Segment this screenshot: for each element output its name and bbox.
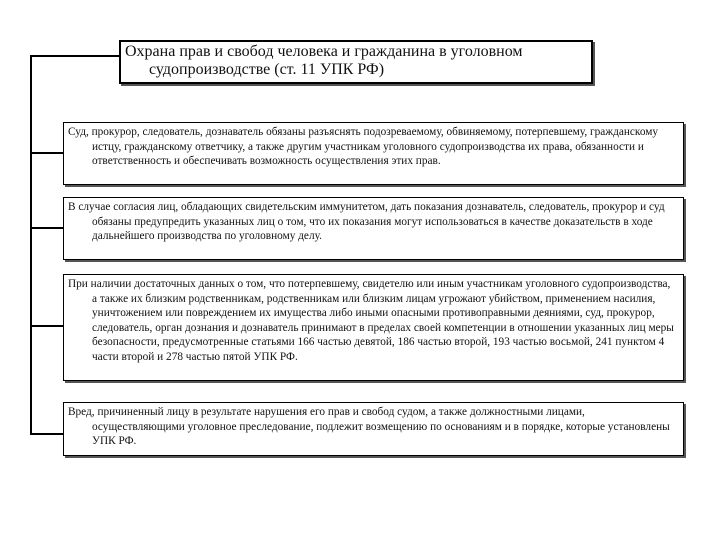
safety-measures-text: При наличии достаточных данных о том, что потерпевшему, свидетелю или иным участникам уголовного судопроизводства, а также их близким родственникам, родственникам или близким лицам угрожают убийством, применением насилия, уничтожением или повреждением их имущества либо иными опасными противоправными деяниями, суд, прокурор, следователь, орган дознания и дознаватель принимают в пределах своей компетенции в отношении указанных лиц меры безопасности, предусмотренные статьями 166 частью девятой, 186 частью второй, 193 частью восьмой, 241 пунктом 4 части второй и 278 частью пятой УПК РФ. [68, 278, 674, 363]
damage-compensation-box [63, 402, 684, 456]
witness-immunity-text: В случае согласия лиц, обладающих свидетельским иммунитетом, дать показания дознаватель, следователь, прокурор и суд обязаны предупредить указанных лиц о том, что их показания могут использоваться в качестве доказательств в ходе дальнейшего производства по уголовному делу. [68, 201, 665, 243]
connector-box-4 [30, 433, 63, 435]
witness-immunity-box [63, 197, 684, 260]
connector-box-1 [30, 152, 63, 154]
connector-box-3 [30, 325, 63, 327]
diagram-title: Охрана прав и свобод человека и гражданина в уголовном судопроизводстве (ст. 11 УПК РФ) [125, 43, 523, 78]
safety-measures-box [63, 274, 684, 381]
diagram-title-box [119, 40, 593, 84]
connector-title [30, 55, 120, 57]
damage-compensation-text: Вред, причиненный лицу в результате нарушения его прав и свобод судом, а также должностными лицами, осуществляющими уголовное преследование, подлежит возмещению по основаниям и в порядке, которые установлены УПК РФ. [68, 406, 670, 448]
rights-explanation-box [63, 122, 684, 185]
connector-trunk [30, 55, 32, 435]
connector-box-2 [30, 227, 63, 229]
rights-explanation-text: Суд, прокурор, следователь, дознаватель обязаны разъяснять подозреваемому, обвиняемому, потерпевшему, гражданскому истцу, гражданскому ответчику, а также другим участникам уголовного судопроизводства их права, обязанности и ответственность и обеспечивать возможность осуществления этих прав. [68, 126, 659, 168]
